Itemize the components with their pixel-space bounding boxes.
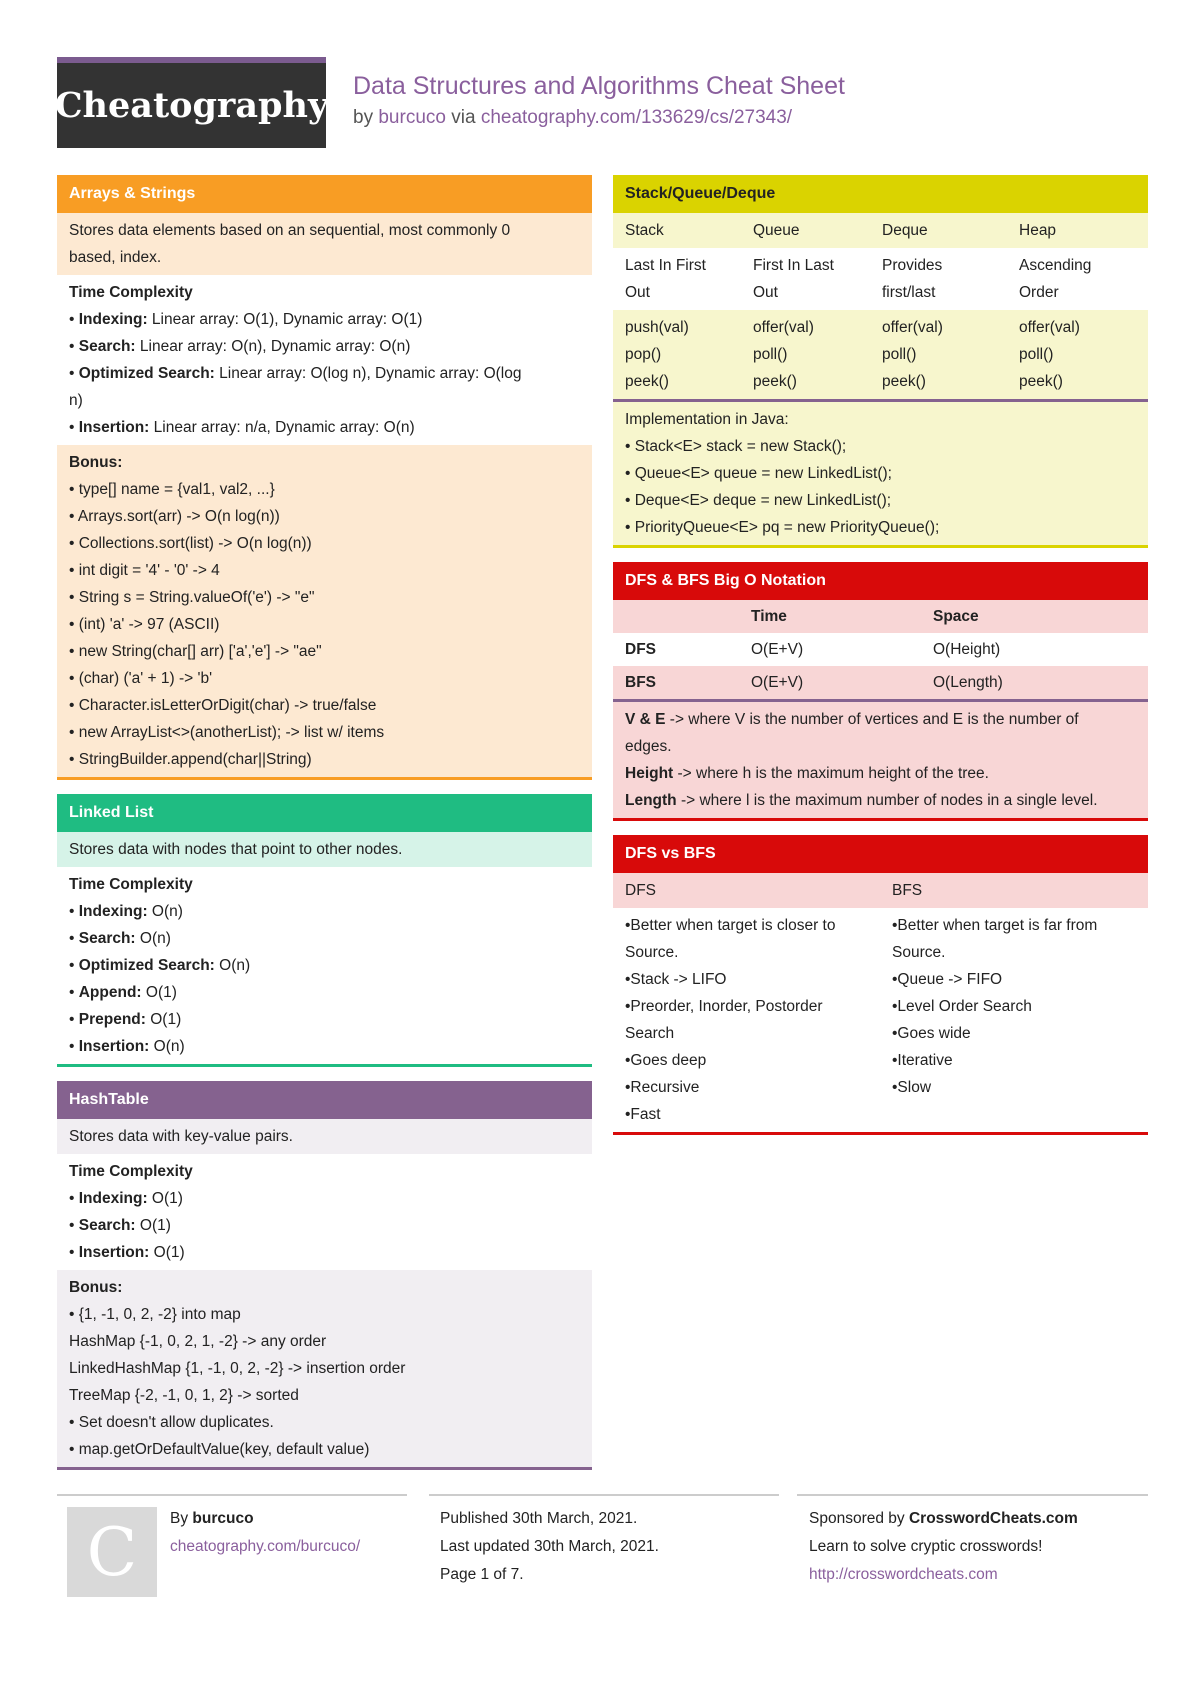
list-item: • (char) ('a' + 1) -> 'b' xyxy=(69,670,213,687)
list-item: • Character.isLetterOrDigit(char) -> true/false xyxy=(69,697,377,714)
table-row xyxy=(613,310,1148,399)
list-item: HashMap {-1, 0, 2, 1, -2} -> any order xyxy=(69,1333,327,1350)
sponsor-name: CrosswordCheats.com xyxy=(908,1510,1078,1527)
avatar-letter: C xyxy=(86,1513,138,1591)
bonus-label: Bonus: xyxy=(69,454,123,471)
table-cell: offer(val) poll() peek() xyxy=(882,319,943,390)
list-item: • Deque<E> deque = new LinkedList(); xyxy=(625,492,892,509)
list-item: • PriorityQueue<E> pq = new PriorityQueue(); xyxy=(625,519,940,536)
dfs-vs-bfs-section xyxy=(613,835,1148,1135)
time-complexity-label: Time Complexity xyxy=(69,876,193,893)
column-header: Time xyxy=(751,608,787,625)
list-item: • Search: O(1) xyxy=(69,1217,171,1234)
table-header-row xyxy=(613,600,1148,633)
table-cell: O(Length) xyxy=(933,674,1003,691)
bonus-label: Bonus: xyxy=(69,1279,123,1296)
list-item: • Optimized Search: Linear array: O(log n), Dynamic array: O(log xyxy=(69,365,522,382)
list-item: • Queue<E> queue = new LinkedList(); xyxy=(625,465,892,482)
sponsor-text: Learn to solve cryptic crosswords! xyxy=(809,1538,1043,1555)
table-cell: push(val) pop() peek() xyxy=(625,319,689,390)
table-row xyxy=(613,248,1148,310)
list-item: • int digit = '4' - '0' -> 4 xyxy=(69,562,220,579)
section-title: DFS vs BFS xyxy=(613,835,1148,873)
table-row xyxy=(613,908,1148,1132)
by-label: By xyxy=(170,1510,189,1527)
list-item: • new String(char[] arr) ['a','e'] -> "ae" xyxy=(69,643,322,660)
implementation-block xyxy=(613,402,1148,545)
bonus-block xyxy=(57,445,592,777)
column-header: DFS xyxy=(625,882,656,899)
hashtable-section xyxy=(57,1081,592,1470)
section-title: HashTable xyxy=(57,1081,592,1119)
list-item: • Insertion: O(1) xyxy=(69,1244,185,1261)
section-title: Linked List xyxy=(57,794,592,832)
list-item: • Insertion: Linear array: n/a, Dynamic array: O(n) xyxy=(69,419,415,436)
stack-queue-deque-section xyxy=(613,175,1148,548)
description-line: Stores data with key-value pairs. xyxy=(69,1128,293,1145)
table-cell: Ascending Order xyxy=(1019,257,1092,301)
column-header: Heap xyxy=(1019,222,1057,239)
footer-divider xyxy=(797,1494,1148,1496)
time-complexity-block xyxy=(57,867,592,1064)
footer-dates xyxy=(440,1505,659,1589)
list-item: • Stack<E> stack = new Stack(); xyxy=(625,438,847,455)
table-cell: First In Last Out xyxy=(753,257,834,301)
list-item: • {1, -1, 0, 2, -2} into map xyxy=(69,1306,241,1323)
list-item: • Arrays.sort(arr) -> O(n log(n)) xyxy=(69,508,280,525)
notes-block xyxy=(613,702,1148,818)
list-item: • Insertion: O(n) xyxy=(69,1038,185,1055)
column-header: Stack xyxy=(625,222,664,239)
section-title: Arrays & Strings xyxy=(57,175,592,213)
updated-date: Last updated 30th March, 2021. xyxy=(440,1538,659,1555)
arrays-strings-section xyxy=(57,175,592,780)
footer-divider xyxy=(429,1494,779,1496)
list-item: • Indexing: O(n) xyxy=(69,903,183,920)
list-item: Implementation in Java: xyxy=(625,411,789,428)
description-line: Stores data elements based on an sequential, most commonly 0 xyxy=(69,222,511,239)
list-item: • Collections.sort(list) -> O(n log(n)) xyxy=(69,535,312,552)
table-cell: offer(val) poll() peek() xyxy=(753,319,814,390)
big-o-section xyxy=(613,562,1148,821)
avatar[interactable] xyxy=(67,1507,157,1597)
author-profile-link[interactable]: cheatography.com/burcuco/ xyxy=(170,1538,361,1555)
table-cell: Last In First Out xyxy=(625,257,706,301)
table-row: BFS O(E+V) O(Length) xyxy=(613,666,1148,699)
list-item: n) xyxy=(69,392,83,409)
list-item: • Set doesn't allow duplicates. xyxy=(69,1414,274,1431)
column-header: Space xyxy=(933,608,979,625)
column-header: BFS xyxy=(892,882,923,899)
list-item: • Search: Linear array: O(n), Dynamic array: O(n) xyxy=(69,338,411,355)
table-cell: offer(val) poll() peek() xyxy=(1019,319,1080,390)
list-item: • Indexing: O(1) xyxy=(69,1190,183,1207)
list-item: • Indexing: Linear array: O(1), Dynamic array: O(1) xyxy=(69,311,423,328)
list-item: • map.getOrDefaultValue(key, default value) xyxy=(69,1441,370,1458)
bfs-column: •Better when target is far from Source. •Queue -> FIFO •Level Order Search •Goes wide •Iterative •Slow xyxy=(892,917,1098,1096)
page-number: Page 1 of 7. xyxy=(440,1566,524,1583)
section-title: DFS & BFS Big O Notation xyxy=(613,562,1148,600)
published-date: Published 30th March, 2021. xyxy=(440,1510,638,1527)
footer-divider xyxy=(57,1494,407,1496)
section-description xyxy=(57,832,592,867)
left-column xyxy=(57,175,592,1484)
list-item: • Optimized Search: O(n) xyxy=(69,957,251,974)
page-title: Data Structures and Algorithms Cheat Sheet xyxy=(353,72,845,100)
list-item: • StringBuilder.append(char||String) xyxy=(69,751,312,768)
description-line: based, index. xyxy=(69,249,162,266)
time-complexity-label: Time Complexity xyxy=(69,1163,193,1180)
description-line: Stores data with nodes that point to other nodes. xyxy=(69,841,403,858)
time-complexity-block xyxy=(57,1154,592,1270)
note-line: Height -> where h is the maximum height of the tree. xyxy=(625,765,989,782)
list-item: • Append: O(1) xyxy=(69,984,177,1001)
sheet-byline xyxy=(353,107,845,129)
note-line: Length -> where l is the maximum number of nodes in a single level. xyxy=(625,792,1098,809)
table-cell: O(Height) xyxy=(933,641,1001,658)
column-header: Queue xyxy=(753,222,800,239)
list-item: • (int) 'a' -> 97 (ASCII) xyxy=(69,616,220,633)
list-item: • type[] name = {val1, val2, ...} xyxy=(69,481,275,498)
sponsor-link[interactable]: http://crosswordcheats.com xyxy=(809,1566,998,1583)
byline-by: by xyxy=(353,107,374,128)
table-header-row xyxy=(613,213,1148,248)
list-item: • Prepend: O(1) xyxy=(69,1011,182,1028)
logo-text: Cheatography xyxy=(54,85,329,126)
linked-list-section xyxy=(57,794,592,1067)
section-description xyxy=(57,1119,592,1154)
bonus-block xyxy=(57,1270,592,1467)
list-item: • new ArrayList<>(anotherList); -> list w/ items xyxy=(69,724,385,741)
list-item: LinkedHashMap {1, -1, 0, 2, -2} -> insertion order xyxy=(69,1360,406,1377)
sheet-url-link[interactable]: cheatography.com/133629/cs/27343/ xyxy=(480,107,793,128)
note-line: edges. xyxy=(625,738,672,755)
table-cell: Provides first/last xyxy=(882,257,943,301)
byline-via: via xyxy=(451,107,476,128)
cheatography-logo[interactable] xyxy=(54,57,329,148)
table-cell: O(E+V) xyxy=(751,674,804,691)
sheet-header xyxy=(353,72,845,129)
column-header: Deque xyxy=(882,222,928,239)
table-row: DFS O(E+V) O(Height) xyxy=(613,633,1148,666)
time-complexity-label: Time Complexity xyxy=(69,284,193,301)
author-link[interactable]: burcuco xyxy=(378,107,446,128)
footer-sponsor xyxy=(809,1505,1078,1589)
right-column xyxy=(613,175,1148,1149)
table-header-row xyxy=(613,873,1148,908)
table-cell: O(E+V) xyxy=(751,641,804,658)
sponsored-label: Sponsored by xyxy=(809,1510,905,1527)
author-name: burcuco xyxy=(192,1510,254,1527)
footer-author xyxy=(170,1505,360,1561)
list-item: • Search: O(n) xyxy=(69,930,171,947)
list-item: • String s = String.valueOf('e') -> "e" xyxy=(69,589,315,606)
section-description xyxy=(57,213,592,275)
section-title: Stack/Queue/Deque xyxy=(613,175,1148,213)
dfs-column: •Better when target is closer to Source. •Stack -> LIFO •Preorder, Inorder, Postorder Search •Goes deep •Recursive •Fast xyxy=(625,917,836,1123)
list-item: TreeMap {-2, -1, 0, 1, 2} -> sorted xyxy=(69,1387,299,1404)
note-line: V & E -> where V is the number of vertices and E is the number of xyxy=(625,711,1079,728)
time-complexity-block xyxy=(57,275,592,445)
